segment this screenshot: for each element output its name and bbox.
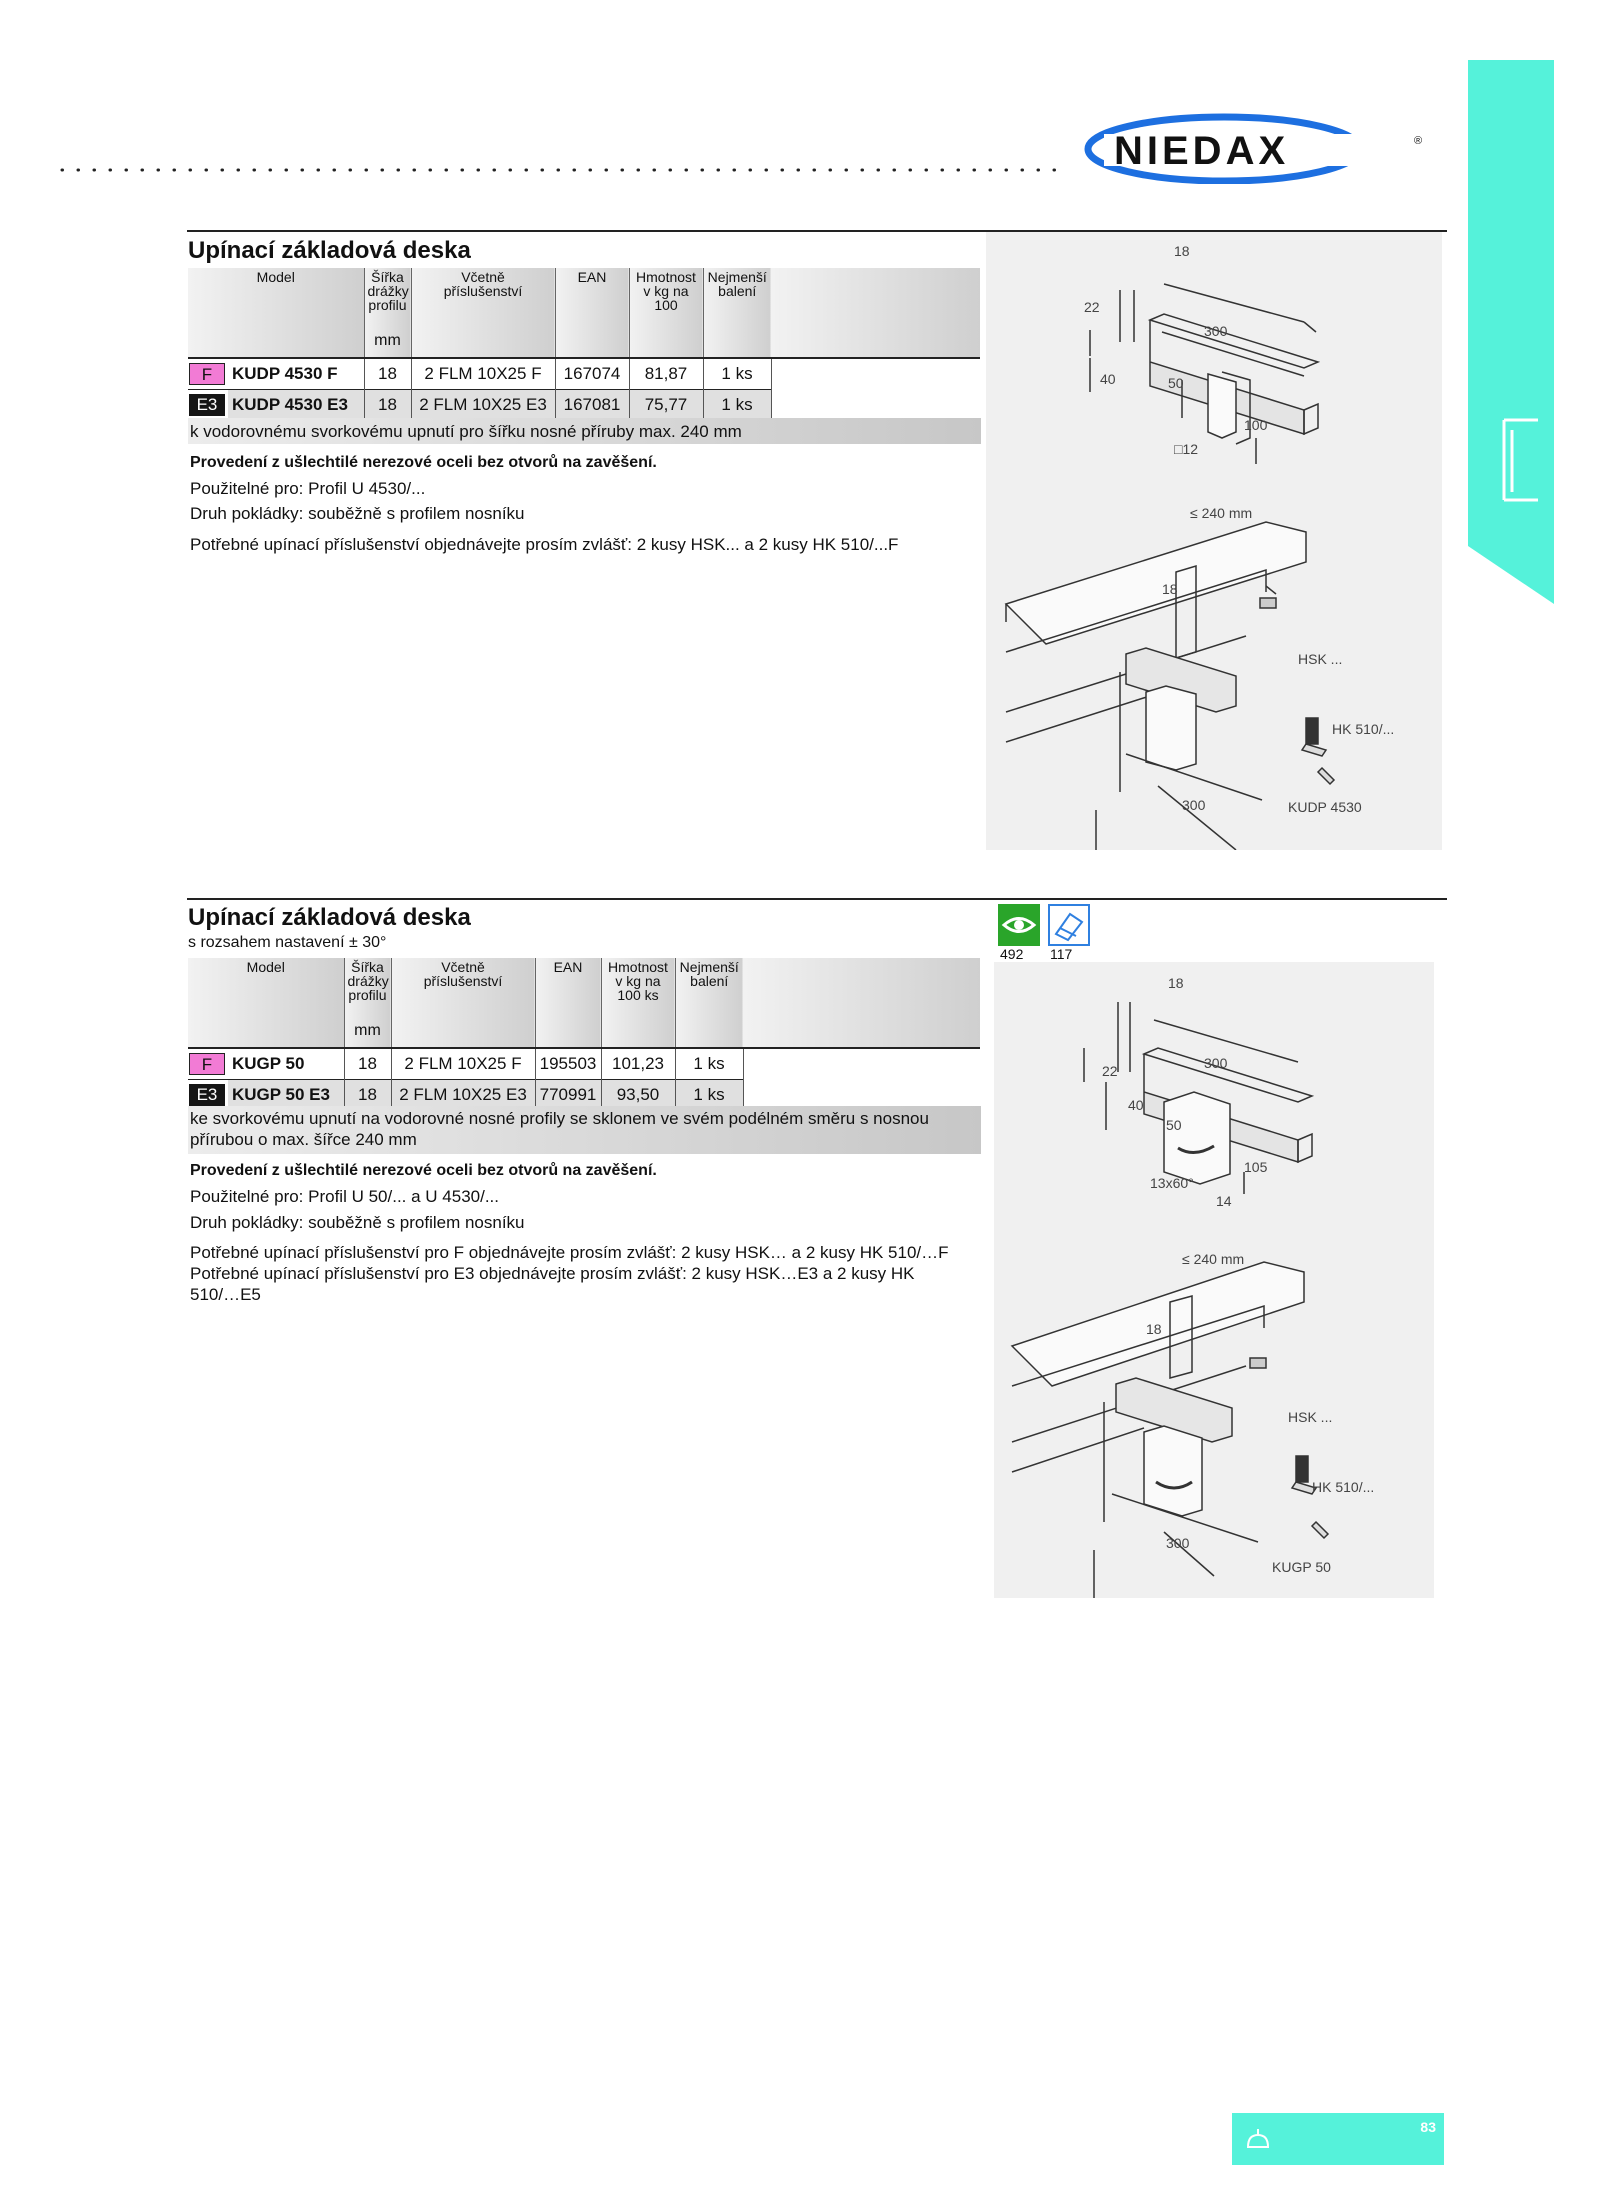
section2-spec-table: Model Šířka drážky profilu mm Včetně příslušenství EAN Hmotnost v kg na 100 ks Nejmenší balení F KUGP 50 18 2 FLM 10X25 F 195503 101,23 1 ks E3 KUGP 50 E3 18 2 FLM 10X25 E3 770991 93,50 1 ks xyxy=(188,958,980,1111)
svg-text:HK 510/...: HK 510/... xyxy=(1312,1479,1375,1495)
header-dotted-rule xyxy=(60,168,1060,172)
class-badge-e3: E3 xyxy=(189,394,225,416)
icon-label-117: 117 xyxy=(1050,946,1073,962)
section1-usable: Použitelné pro: Profil U 4530/... xyxy=(190,479,426,498)
svg-text:50: 50 xyxy=(1166,1117,1182,1133)
table-row: E3 KUGP 50 E3 18 2 FLM 10X25 E3 770991 93,50 1 ks xyxy=(188,1080,980,1111)
svg-text:300: 300 xyxy=(1204,323,1228,339)
footer-page-box xyxy=(1232,2113,1444,2165)
niedax-logo xyxy=(1074,112,1434,184)
svg-text:□12: □12 xyxy=(1174,441,1199,457)
class-badge-e3: E3 xyxy=(189,1084,225,1106)
svg-text:18: 18 xyxy=(1174,243,1190,259)
svg-text:HK 510/...: HK 510/... xyxy=(1332,721,1395,737)
svg-text:40: 40 xyxy=(1128,1097,1144,1113)
svg-text:KUGP 50: KUGP 50 xyxy=(1272,1559,1331,1575)
section1-diagram xyxy=(986,232,1442,850)
eye-icon xyxy=(998,904,1040,946)
table-row: E3 KUDP 4530 E3 18 2 FLM 10X25 E3 167081 75,77 1 ks xyxy=(188,390,980,421)
section2-usable: Použitelné pro: Profil U 50/... a U 4530/... xyxy=(190,1187,499,1206)
svg-text:105: 105 xyxy=(1244,1159,1268,1175)
icon-label-492: 492 xyxy=(1000,946,1024,962)
header-width: Šířka drážky profilu mm xyxy=(364,268,411,358)
svg-text:40: 40 xyxy=(1100,371,1116,387)
section2-rule xyxy=(187,898,1447,900)
svg-text:HSK ...: HSK ... xyxy=(1298,651,1343,667)
section1-spec-table xyxy=(188,268,980,421)
section2-order-e3: Potřebné upínací příslušenství pro E3 objednávejte prosím zvlášť: 2 kusy HSK…E3 a 2 kusy HK 510/…E5 xyxy=(190,1264,915,1304)
svg-text:HSK ...: HSK ... xyxy=(1288,1409,1333,1425)
logo-text: NIEDAX xyxy=(1114,129,1290,173)
header-min-pack: Nejmenší balení xyxy=(703,268,771,358)
header-ean: EAN xyxy=(555,268,629,358)
svg-text:13x60°: 13x60° xyxy=(1150,1175,1194,1191)
section2-order-f: Potřebné upínací příslušenství pro F objednávejte prosím zvlášť: 2 kusy HSK… a 2 kusy HK 510/…F xyxy=(190,1243,949,1262)
table-row: F KUDP 4530 F 18 2 FLM 10X25 F 167074 81,87 1 ks xyxy=(188,358,980,390)
svg-text:50: 50 xyxy=(1168,375,1184,391)
class-badge-f: F xyxy=(189,1053,225,1075)
section2-note: ke svorkovému upnutí na vodorovné nosné profily se sklonem ve svém podélném směru s nosnou přírubou o max. šířce 240 mm xyxy=(190,1109,929,1149)
section1-note: k vodorovnému svorkovému upnutí pro šířku nosné příruby max. 240 mm xyxy=(190,422,742,441)
section1-bold: Provedení z ušlechtilé nerezové oceli bez otvorů na zavěšení. xyxy=(190,454,657,471)
svg-text:18: 18 xyxy=(1162,581,1178,597)
row-model: KUDP 4530 F xyxy=(228,358,364,390)
bell-icon xyxy=(1242,2125,1274,2153)
svg-text:KUDP 4530: KUDP 4530 xyxy=(1288,799,1362,815)
svg-text:≤ 240 mm: ≤ 240 mm xyxy=(1190,505,1253,521)
svg-text:14: 14 xyxy=(1216,1193,1232,1209)
svg-text:100: 100 xyxy=(1244,417,1268,433)
bracket-icon xyxy=(1048,904,1090,946)
svg-text:300: 300 xyxy=(1166,1535,1190,1551)
svg-text:≤ 240 mm: ≤ 240 mm xyxy=(1182,1251,1245,1267)
section1-order: Potřebné upínací příslušenství objednávejte prosím zvlášť: 2 kusy HSK... a 2 kusy HK 510/...F xyxy=(190,535,899,554)
table-row: F KUGP 50 18 2 FLM 10X25 F 195503 101,23 1 ks xyxy=(188,1048,980,1080)
header-accessories: Včetně příslušenství xyxy=(411,268,555,358)
svg-text:18: 18 xyxy=(1168,975,1184,991)
section2-title: Upínací základová deska xyxy=(188,904,471,931)
svg-text:300: 300 xyxy=(1204,1055,1228,1071)
header-weight: Hmotnost v kg na 100 xyxy=(629,268,703,358)
section2-laying: Druh pokládky: souběžně s profilem nosníku xyxy=(190,1213,525,1232)
page-number: 83 xyxy=(1420,2119,1436,2135)
svg-text:300: 300 xyxy=(1182,797,1206,813)
section2-bold: Provedení z ušlechtilé nerezové oceli bez otvorů na zavěšení. xyxy=(190,1162,657,1179)
svg-text:22: 22 xyxy=(1102,1063,1118,1079)
section1-laying: Druh pokládky: souběžně s profilem nosníku xyxy=(190,504,525,523)
svg-text:®: ® xyxy=(1414,135,1423,147)
section1-title: Upínací základová deska xyxy=(188,237,471,264)
svg-text:18: 18 xyxy=(1146,1321,1162,1337)
svg-text:22: 22 xyxy=(1084,299,1100,315)
section2-subtitle: s rozsahem nastavení ± 30° xyxy=(188,934,387,951)
side-tab xyxy=(1468,60,1554,604)
class-badge-f: F xyxy=(189,363,225,385)
section2-diagram xyxy=(994,962,1434,1598)
header-model: Model xyxy=(188,268,364,358)
